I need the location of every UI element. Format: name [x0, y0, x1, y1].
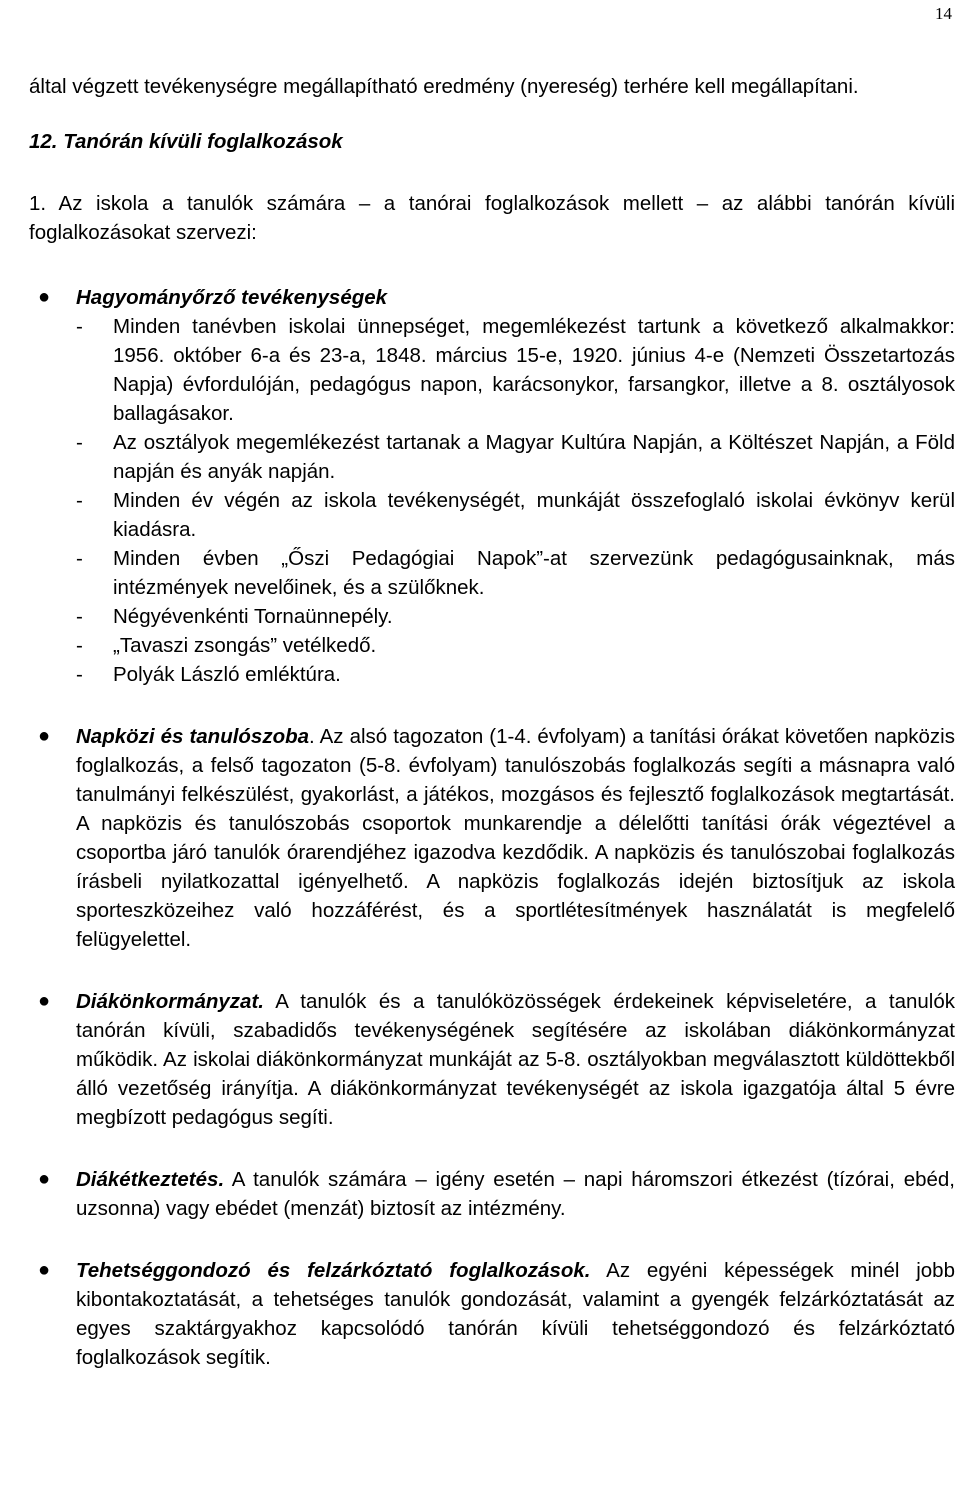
- bullet-title: Tehetséggondozó és felzárkóztató foglalkozások.: [76, 1259, 591, 1282]
- bullet-icon: ●: [38, 286, 51, 308]
- bullet-icon: ●: [38, 725, 51, 747]
- bullet-text: A tanulók számára – igény esetén – napi háromszori étkezést (tízórai, ebéd, uzsonna) vagy ebédet (menzát) biztosít az intézmény.: [76, 1168, 955, 1220]
- dash-icon: -: [76, 605, 83, 628]
- bullet-hagyomanyorzo: [29, 283, 955, 689]
- bullet-text: . Az alsó tagozaton (1-4. évfolyam) a tanítási órákat követően napközis foglalkozás, a felső tagozaton (5-8. évfolyam) tanulószobás foglalkozás segíti a másnapra való tanulmányi felkészülést, gyakorlást, a játékos, mozgásos és fejlesztő foglalkozások megtartását. A napközis és tanulószobás csoportok munkarendje a délelőtti tanítási órák végeztével a csoportba járó tanulók órarendjéhez igazodva kezdődik. A napközis és tanulószobai foglalkozás írásbeli nyilatkozattal igényelhető. A napközis foglalkozás idején biztosítjuk az iskola sporteszközeihez való hozzáférést, és a sportlétesítmények használatát is megfelelő felügyelettel.: [76, 725, 955, 951]
- dash-item: - Minden tanévben iskolai ünnepséget, megemlékezést tartunk a következő alkalmakkor: 1956. október 6-a és 23-a, 1848. március 15-e, 1920. június 4-e (Nemzeti Összetartozás Napja) évfordulóján, pedagógus napon, karácsonykor, farsangkor, illetve a 8. osztályosok ballagásakor.: [76, 312, 955, 428]
- bullet-title: Hagyományőrző tevékenységek: [76, 286, 388, 309]
- document-body: [29, 72, 955, 1400]
- dash-item: - Minden év végén az iskola tevékenységét, munkáját összefoglaló iskolai évkönyv kerül kiadásra.: [76, 486, 955, 544]
- bullet-title: Napközi és tanulószoba: [76, 725, 310, 748]
- numbered-item: 1. Az iskola a tanulók számára – a tanórai foglalkozások mellett – az alábbi tanórán kívüli foglalkozásokat szervezi:: [29, 192, 955, 244]
- bullet-napkozi: [29, 722, 955, 954]
- dash-icon: -: [76, 547, 83, 570]
- dash-item: - Az osztályok megemlékezést tartanak a Magyar Kultúra Napján, a Költészet Napján, a Föld napján és anyák napján.: [76, 428, 955, 486]
- bullet-icon: ●: [38, 1168, 51, 1190]
- dash-icon: -: [76, 431, 83, 454]
- section-title: 12. Tanórán kívüli foglalkozások: [29, 130, 343, 153]
- bullet-icon: ●: [38, 1259, 51, 1281]
- bullet-diaketkeztetes: [29, 1165, 955, 1223]
- dash-icon: -: [76, 634, 83, 657]
- dash-icon: -: [76, 663, 83, 686]
- dash-item: - „Tavaszi zsongás” vetélkedő.: [76, 631, 955, 660]
- bullet-tehetseg: [29, 1256, 955, 1372]
- bullet-title: Diákétkeztetés.: [76, 1168, 225, 1191]
- bullet-text: A tanulók és a tanulóközösségek érdekeinek képviseletére, a tanulók tanórán kívüli, szabadidős tevékenységének segítésére az iskolában diákönkormányzat működik. Az iskolai diákönkormányzat munkáját az 5-8. osztályokban megválasztott küldöttekből álló vezetőség irányítja. A diákönkormányzat tevékenységét az iskola igazgatója által 5 évre megbízott pedagógus segíti.: [76, 990, 955, 1129]
- bullet-text: Az egyéni képességek minél jobb kibontakoztatását, a tehetséges tanulók gondozását, valamint a gyengék felzárkóztatását az egyes szaktárgyakhoz kapcsolódó tanórán kívüli tehetséggondozó és felzárkóztató foglalkozások segítik.: [76, 1259, 955, 1369]
- bullet-title: Diákönkormányzat.: [76, 990, 264, 1013]
- bullet-diakonkormanyzat: [29, 987, 955, 1132]
- dash-icon: -: [76, 489, 83, 512]
- dash-icon: -: [76, 315, 83, 338]
- bullet-icon: ●: [38, 990, 51, 1012]
- dash-item: - Minden évben „Őszi Pedagógiai Napok”-at szervezünk pedagógusainknak, más intézmények nevelőinek, és a szülőknek.: [76, 544, 955, 602]
- dash-item: - Négyévenkénti Tornaünnepély.: [76, 602, 955, 631]
- dash-item: - Polyák László emléktúra.: [76, 660, 955, 689]
- intro-paragraph: által végzett tevékenységre megállapítható eredmény (nyereség) terhére kell megállapítani.: [29, 75, 859, 98]
- page-number: 14: [935, 4, 952, 23]
